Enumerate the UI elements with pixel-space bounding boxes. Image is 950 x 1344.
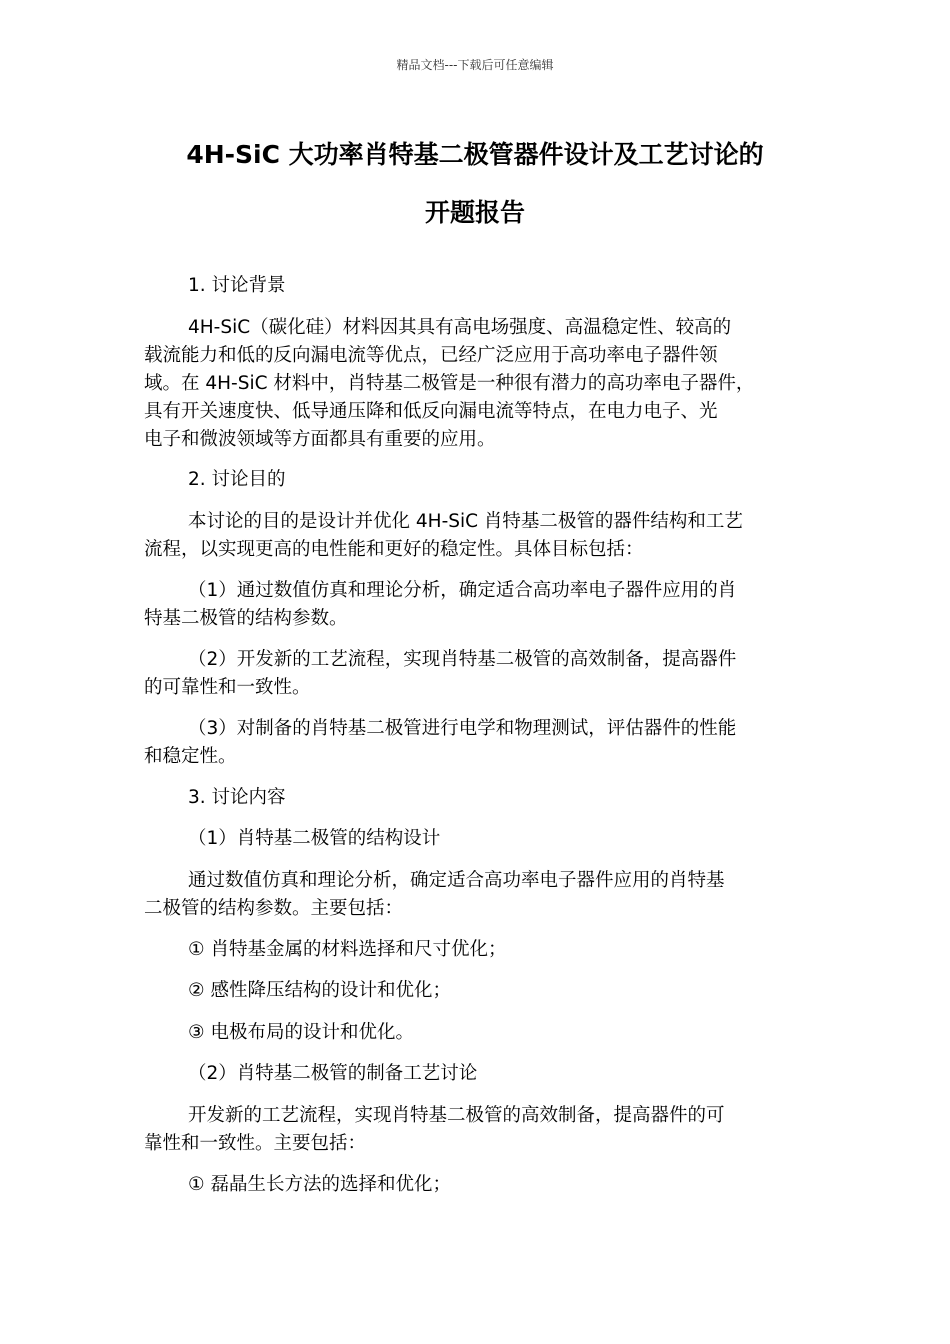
- goal-item-line: 特基二极管的结构参数。: [144, 608, 348, 629]
- section-heading-background: 1. 讨论背景: [188, 275, 286, 296]
- goal-item-line: （1）通过数值仿真和理论分析，确定适合高功率电子器件应用的肖: [188, 580, 737, 601]
- subsection-heading: （1）肖特基二极管的结构设计: [188, 828, 441, 849]
- goal-item-line: （2）开发新的工艺流程，实现肖特基二极管的高效制备，提高器件: [188, 649, 737, 670]
- section-heading-content: 3. 讨论内容: [188, 787, 286, 808]
- goal-item-line: （3）对制备的肖特基二极管进行电学和物理测试，评估器件的性能: [188, 718, 737, 739]
- list-item: ① 肖特基金属的材料选择和尺寸优化；: [188, 939, 507, 960]
- list-item: ① 磊晶生长方法的选择和优化；: [188, 1174, 451, 1195]
- list-item: ③ 电极布局的设计和优化。: [188, 1022, 414, 1043]
- subsection-heading: （2）肖特基二极管的制备工艺讨论: [188, 1063, 478, 1084]
- section-heading-purpose: 2. 讨论目的: [188, 469, 286, 490]
- paragraph-line: 流程，以实现更高的电性能和更好的稳定性。具体目标包括：: [144, 539, 644, 560]
- paragraph-line: 域。在 4H-SiC 材料中，肖特基二极管是一种很有潜力的高功率电子器件，: [144, 373, 755, 394]
- goal-item-line: 的可靠性和一致性。: [144, 677, 311, 698]
- paragraph-line: 开发新的工艺流程，实现肖特基二极管的高效制备，提高器件的可: [188, 1105, 725, 1126]
- paragraph-line: 4H-SiC（碳化硅）材料因其具有高电场强度、高温稳定性、较高的: [188, 317, 732, 338]
- paragraph-line: 具有开关速度快、低导通压降和低反向漏电流等特点，在电力电子、光: [144, 401, 718, 422]
- paragraph-line: 靠性和一致性。主要包括：: [144, 1133, 367, 1154]
- paragraph-line: 通过数值仿真和理论分析，确定适合高功率电子器件应用的肖特基: [188, 870, 725, 891]
- document-title-line-1: 4H-SiC 大功率肖特基二极管器件设计及工艺讨论的: [186, 140, 764, 169]
- goal-item-line: 和稳定性。: [144, 746, 237, 767]
- paragraph-line: 本讨论的目的是设计并优化 4H-SiC 肖特基二极管的器件结构和工艺: [188, 511, 743, 532]
- paragraph-line: 载流能力和低的反向漏电流等优点，已经广泛应用于高功率电子器件领: [144, 345, 718, 366]
- paragraph-line: 电子和微波领域等方面都具有重要的应用。: [144, 429, 496, 450]
- paragraph-line: 二极管的结构参数。主要包括：: [144, 898, 404, 919]
- list-item: ② 感性降压结构的设计和优化；: [188, 980, 451, 1001]
- page-header-note: 精品文档---下载后可任意编辑: [396, 58, 554, 72]
- document-title-line-2: 开题报告: [424, 198, 525, 227]
